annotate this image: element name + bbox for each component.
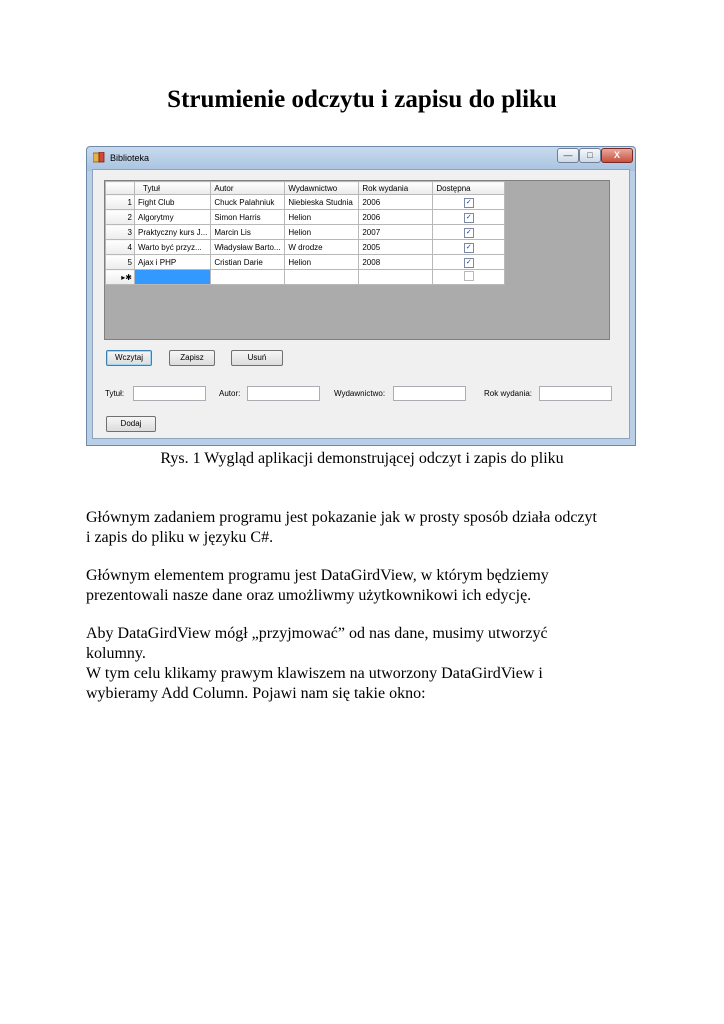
cell-publisher[interactable]: Niebieska Studnia xyxy=(285,195,359,210)
publisher-label: Wydawnictwo: xyxy=(334,389,386,398)
cell-year[interactable]: 2005 xyxy=(359,240,433,255)
cell-title[interactable]: Fight Club xyxy=(135,195,211,210)
available-checkbox[interactable]: ✓ xyxy=(464,228,474,238)
cell-title[interactable]: Algorytmy xyxy=(135,210,211,225)
cell-available[interactable] xyxy=(433,270,505,285)
window-client-area xyxy=(92,169,630,439)
paragraph-line: prezentowali nasze dane oraz umożliwmy użytkownikowi ich edycję. xyxy=(86,587,532,604)
author-input[interactable] xyxy=(247,386,320,401)
table-row[interactable] xyxy=(106,210,505,225)
row-number[interactable]: 4 xyxy=(106,240,135,255)
paragraph-line: i zapis do pliku w języku C#. xyxy=(86,529,274,546)
paragraph-line: Aby DataGirdView mógł „przyjmować” od nas dane, musimy utworzyć xyxy=(86,625,548,642)
cell-author[interactable]: Simon Harris xyxy=(211,210,285,225)
maximize-button[interactable]: □ xyxy=(579,148,601,163)
app-window-screenshot xyxy=(86,146,636,446)
new-row-marker[interactable]: ▸✱ xyxy=(106,270,135,285)
table-row[interactable] xyxy=(106,255,505,270)
books-data-grid[interactable] xyxy=(104,180,610,340)
grid-corner-header[interactable] xyxy=(106,182,135,195)
paragraph-3 xyxy=(86,624,646,704)
cell-title[interactable]: Warto być przyz... xyxy=(135,240,211,255)
cell-publisher[interactable]: Helion xyxy=(285,225,359,240)
table-row[interactable] xyxy=(106,240,505,255)
page-title: Strumienie odczytu i zapisu do pliku xyxy=(167,86,557,113)
window-titlebar xyxy=(87,147,635,169)
row-number[interactable]: 3 xyxy=(106,225,135,240)
cell-year[interactable]: 2006 xyxy=(359,210,433,225)
year-label: Rok wydania: xyxy=(484,389,533,398)
window-title: Biblioteka xyxy=(110,153,150,163)
table-row[interactable] xyxy=(106,195,505,210)
year-input[interactable] xyxy=(539,386,612,401)
cell-available[interactable] xyxy=(433,210,505,225)
app-icon xyxy=(93,152,105,163)
cell-author[interactable]: Chuck Palahniuk xyxy=(211,195,285,210)
cell-year[interactable] xyxy=(359,270,433,285)
author-label: Autor: xyxy=(219,389,241,398)
cell-available[interactable] xyxy=(433,240,505,255)
cell-publisher[interactable]: Helion xyxy=(285,255,359,270)
column-header-year[interactable]: Rok wydania xyxy=(359,182,433,195)
column-header-author[interactable]: Autor xyxy=(211,182,285,195)
row-number[interactable]: 1 xyxy=(106,195,135,210)
cell-year[interactable]: 2008 xyxy=(359,255,433,270)
delete-button[interactable]: Usuń xyxy=(231,350,283,366)
paragraph-1 xyxy=(86,508,646,548)
paragraph-2 xyxy=(86,566,646,606)
paragraph-line: W tym celu klikamy prawym klawiszem na utworzony DataGirdView i xyxy=(86,665,543,682)
available-checkbox[interactable]: ✓ xyxy=(464,258,474,268)
cell-author[interactable]: Marcin Lis xyxy=(211,225,285,240)
cell-publisher[interactable]: Helion xyxy=(285,210,359,225)
minimize-button[interactable]: — xyxy=(557,148,579,163)
cell-year[interactable]: 2006 xyxy=(359,195,433,210)
grid-table xyxy=(105,181,505,285)
available-checkbox[interactable]: ✓ xyxy=(464,243,474,253)
paragraph-line: kolumny. xyxy=(86,645,146,662)
cell-publisher[interactable]: W drodze xyxy=(285,240,359,255)
grid-header-row xyxy=(106,182,505,195)
cell-available[interactable] xyxy=(433,225,505,240)
cell-title-selected[interactable] xyxy=(135,270,211,285)
cell-year[interactable]: 2007 xyxy=(359,225,433,240)
available-checkbox[interactable]: ✓ xyxy=(464,198,474,208)
cell-title[interactable]: Praktyczny kurs J... xyxy=(135,225,211,240)
new-row[interactable] xyxy=(106,270,505,285)
cell-author[interactable] xyxy=(211,270,285,285)
close-button[interactable]: X xyxy=(601,148,633,163)
add-button[interactable]: Dodaj xyxy=(106,416,156,432)
load-button[interactable]: Wczytaj xyxy=(106,350,152,366)
row-number[interactable]: 2 xyxy=(106,210,135,225)
paragraph-line: Głównym zadaniem programu jest pokazanie jak w prosty sposób działa odczyt xyxy=(86,509,597,526)
cell-available[interactable] xyxy=(433,255,505,270)
title-label: Tytuł: xyxy=(105,389,125,398)
row-number[interactable]: 5 xyxy=(106,255,135,270)
paragraph-line: Głównym elementem programu jest DataGirdView, w którym będziemy xyxy=(86,567,549,584)
column-header-title[interactable]: Tytuł xyxy=(135,182,211,195)
column-header-available[interactable]: Dostępna xyxy=(433,182,505,195)
column-header-publisher[interactable]: Wydawnictwo xyxy=(285,182,359,195)
available-checkbox[interactable] xyxy=(464,271,474,281)
publisher-input[interactable] xyxy=(393,386,466,401)
available-checkbox[interactable]: ✓ xyxy=(464,213,474,223)
save-button[interactable]: Zapisz xyxy=(169,350,215,366)
paragraph-line: wybieramy Add Column. Pojawi nam się takie okno: xyxy=(86,685,426,702)
table-row[interactable] xyxy=(106,225,505,240)
cell-available[interactable] xyxy=(433,195,505,210)
figure-caption: Rys. 1 Wygląd aplikacji demonstrującej odczyt i zapis do pliku xyxy=(160,450,564,467)
cell-title[interactable]: Ajax i PHP xyxy=(135,255,211,270)
title-input[interactable] xyxy=(133,386,206,401)
cell-author[interactable]: Władysław Barto... xyxy=(211,240,285,255)
cell-author[interactable]: Cristian Darie xyxy=(211,255,285,270)
cell-publisher[interactable] xyxy=(285,270,359,285)
